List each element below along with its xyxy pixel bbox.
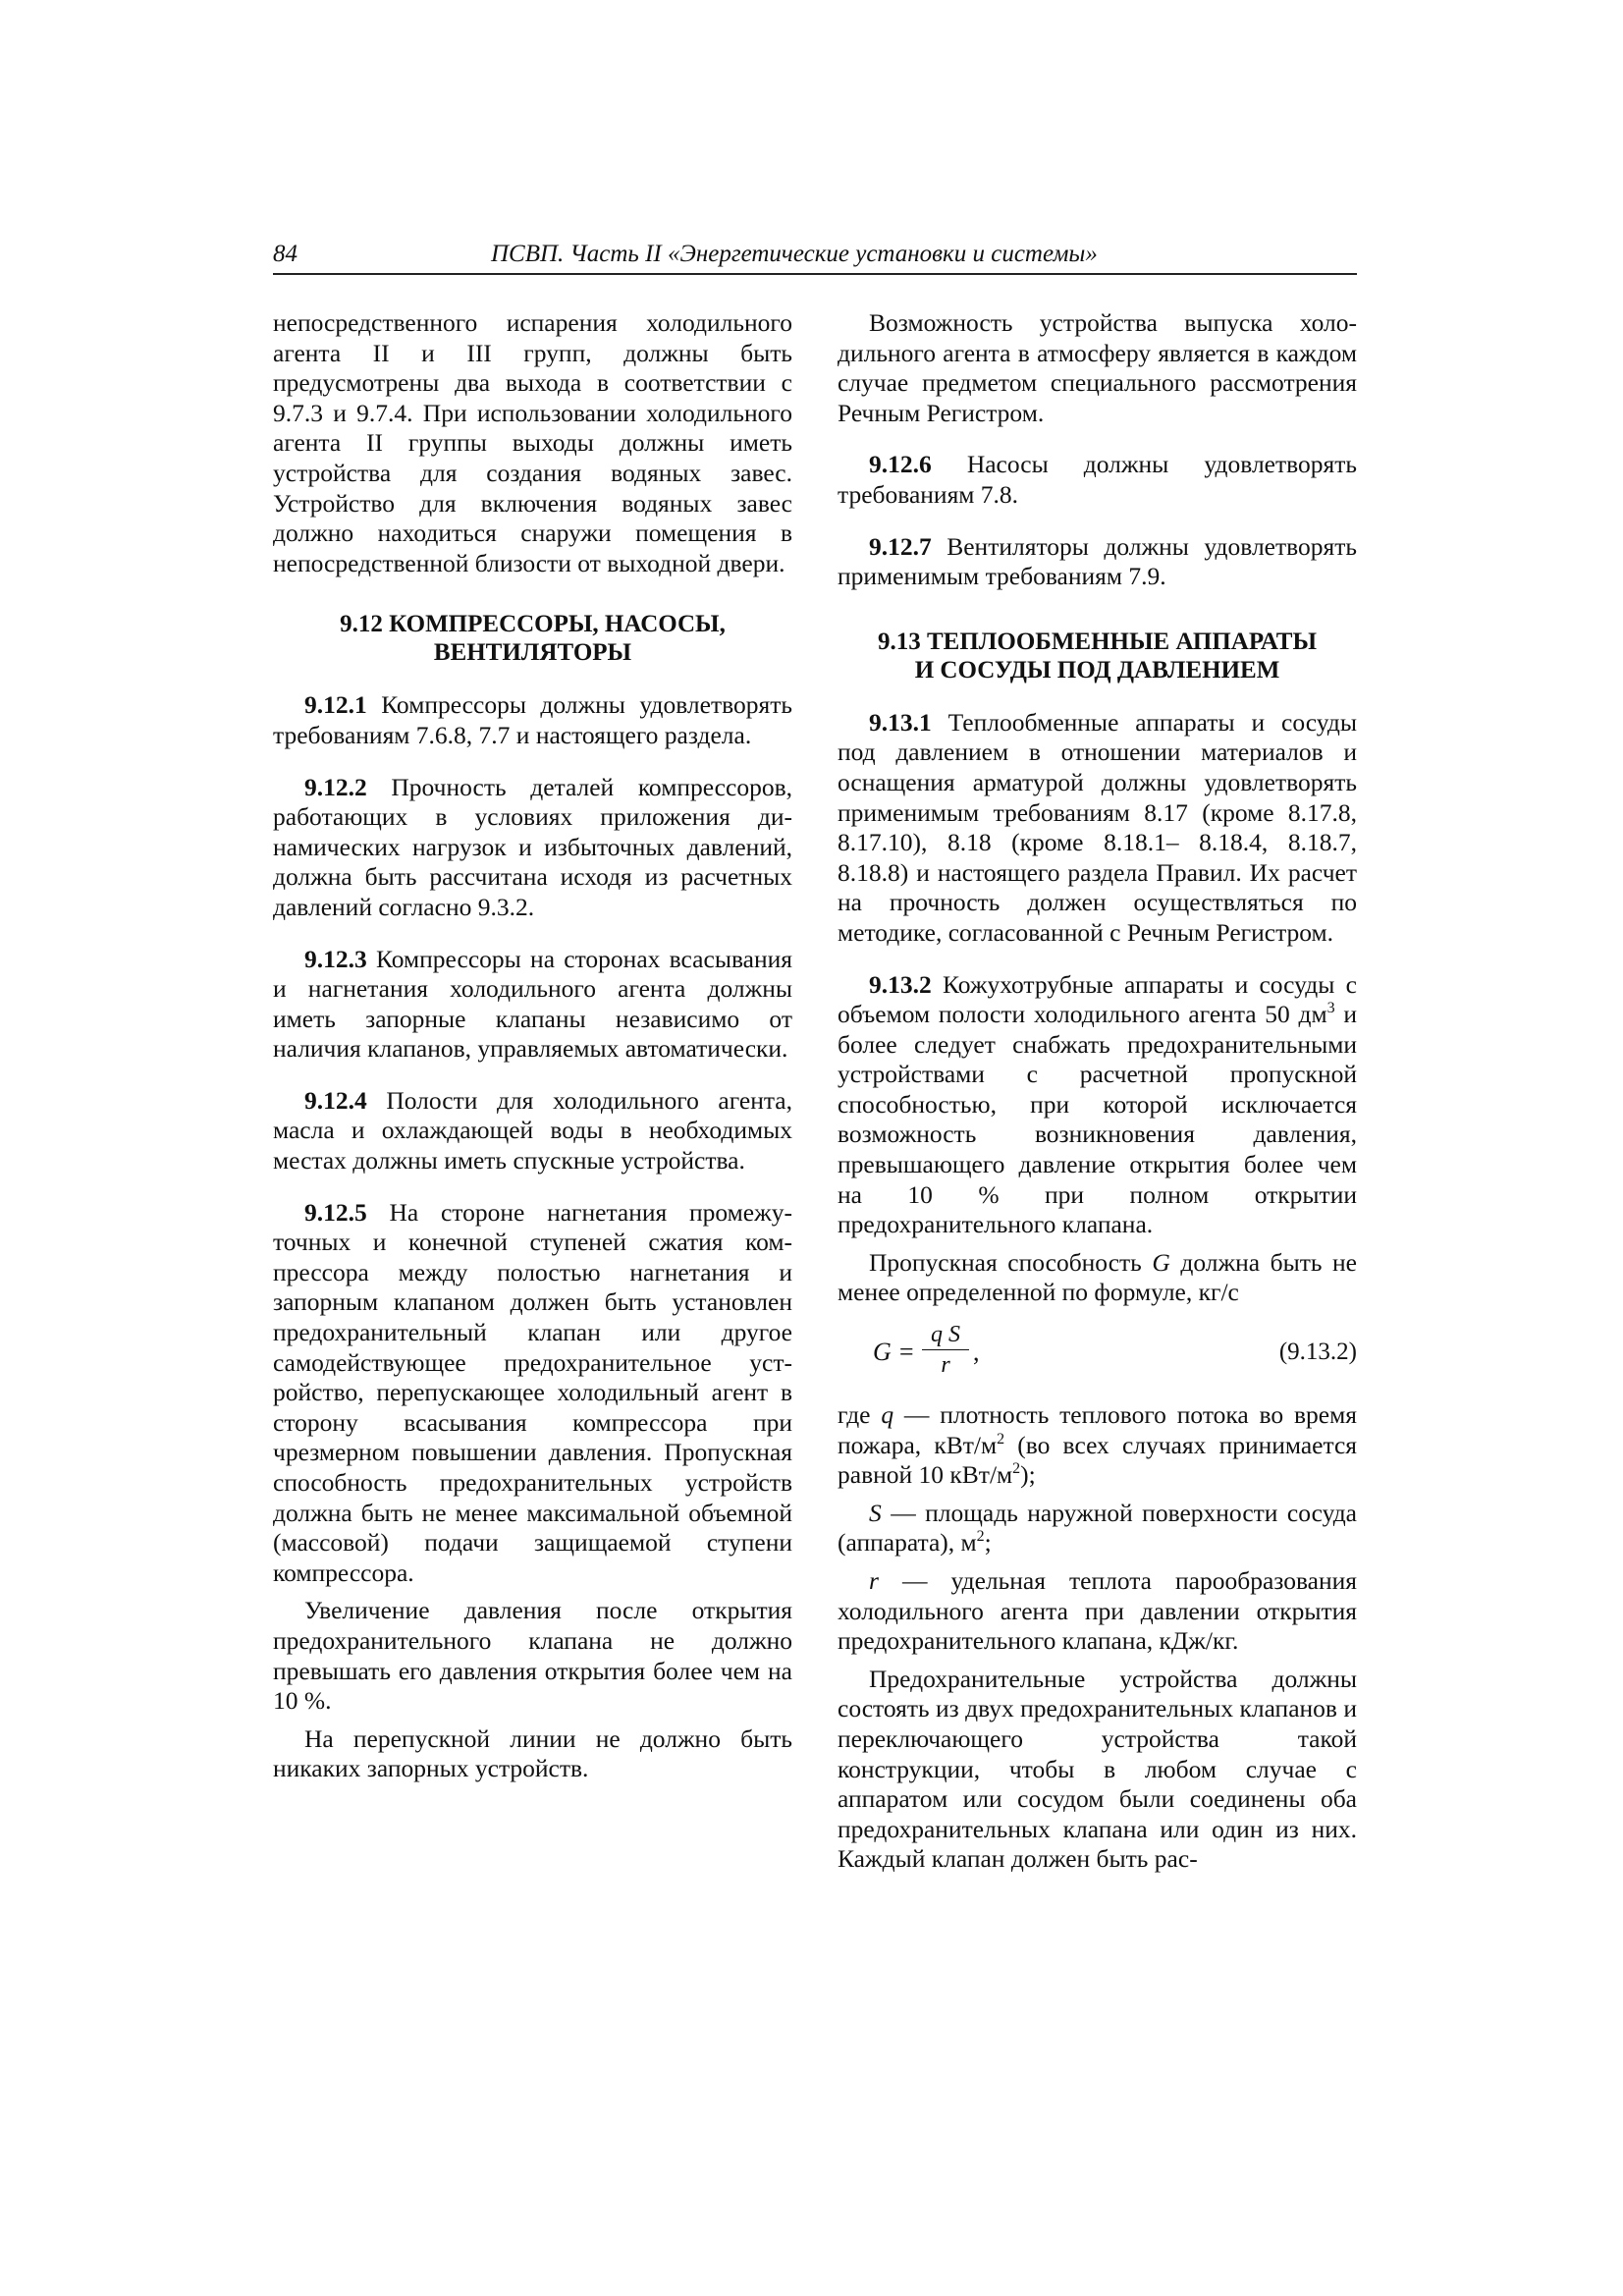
- clause-text: Насосы должны удовлетворять требованиям 7.8.: [838, 450, 1357, 509]
- clause-number: 9.12.2: [304, 772, 367, 801]
- section-heading-9-12: [273, 610, 792, 667]
- superscript: 3: [1326, 1000, 1335, 1017]
- definition-q: [838, 1400, 1357, 1491]
- formula-fraction: [922, 1320, 969, 1380]
- text-run: — площадь наружной поверхности сосуда (аппарата), м: [838, 1498, 1357, 1558]
- page-header: [273, 240, 1357, 275]
- paragraph-release: Возможность устройства выпуска холодильного агента в атмосферу является в каждом случае предметом специального рассмотрения Речным Регистром.: [838, 308, 1357, 427]
- formula-numerator: q S: [922, 1320, 969, 1350]
- formula-label: (9.13.2): [1278, 1339, 1357, 1366]
- formula-lhs: G =: [873, 1338, 915, 1367]
- page-number: 84: [273, 241, 298, 267]
- superscript: 2: [1012, 1460, 1021, 1478]
- variable-r: r: [869, 1566, 879, 1595]
- clause-text: Прочность деталей компрессоров, работающих в условиях приложения динамических нагрузок и избыточных давлений, должна быть рассчитана исходя из расчетных давлений согласно 9.3.2.: [273, 772, 792, 921]
- definition-s: [838, 1499, 1357, 1558]
- clause-number: 9.12.5: [304, 1197, 367, 1227]
- paragraph-safety-devices: Предохранительные устройства должны состоять из двух предохранительных клапанов и переключающего устройства такой конструкции, чтобы в любом случае с аппаратом или сосудом были соединены оба предохранительных клапана или один из них. Каждый клапан должен быть рас-: [838, 1664, 1357, 1874]
- clause-number: 9.12.6: [869, 450, 932, 479]
- clause-text: Компрессоры должны удовлетворять требованиям 7.6.8, 7.7 и настоящего раздела.: [273, 690, 792, 749]
- clause-number: 9.13.2: [869, 969, 932, 999]
- clause-number: 9.13.1: [869, 707, 932, 737]
- paragraph-capacity: [838, 1248, 1357, 1308]
- paragraph-pressure-increase: Увеличение давления после открытия предохранительного клапана не должно превышать его давления открытия более чем на 10 %.: [273, 1596, 792, 1716]
- clause-number: 9.12.7: [869, 531, 932, 561]
- paragraph-bypass-line: На перепускной линии не должно быть никаких запорных устройств.: [273, 1723, 792, 1783]
- clause-text: Полости для холодильного агента, масла и охлаждающей воды в необходимых местах должны иметь спускные устройства.: [273, 1085, 792, 1175]
- text-run: (во всех случаях принимается равной 10 кВт/м: [838, 1430, 1358, 1490]
- heading-line: 9.13 ТЕПЛООБМЕННЫЕ АППАРАТЫ: [877, 628, 1317, 655]
- right-column: [838, 308, 1357, 1883]
- text-run: Пропускная способность: [869, 1247, 1153, 1277]
- clause-text: и более следует снабжать предохранительными устройствами с расчетной пропускной способностью, при которой исключается возможность возникновения давления, превышающего давление открытия более чем на 10 % при полном открытии предохранительного клапана.: [838, 1000, 1357, 1239]
- heading-line: ВЕНТИЛЯТОРЫ: [433, 639, 632, 667]
- text-run: где: [838, 1400, 882, 1430]
- variable-q: q: [881, 1400, 894, 1430]
- clause-text: Компрессоры на сторонах всасывания и нагнетания холодильного агента должны иметь запорные клапаны независимо от наличия клапанов, управляемых автоматически.: [273, 944, 792, 1064]
- running-title: ПСВП. Часть II «Энергетические установки и системы»: [491, 241, 1098, 267]
- clause-9-13-1: [838, 708, 1357, 949]
- clause-number: 9.12.4: [304, 1085, 367, 1115]
- clause-9-12-6: [838, 450, 1357, 510]
- clause-text: Теплообменные аппараты и сосуды под давлением в отношении материалов и оснащения арматурой должны удовлетворять применимым требованиям 8.17 (кроме 8.17.8, 8.17.10), 8.18 (кроме 8.18.1– 8.18.4, 8.18.7, 8.18.8) и настоящего раздела Правил. Их расчет на прочность должен осуществляться по методике, согласованной с Речным Регистром.: [838, 707, 1357, 947]
- clause-9-13-2: [838, 970, 1357, 1240]
- text-run: ;: [984, 1528, 992, 1558]
- heading-line: И СОСУДЫ ПОД ДАВЛЕНИЕМ: [914, 656, 1280, 683]
- section-heading-9-13: [838, 628, 1357, 684]
- text-run: );: [1020, 1460, 1036, 1490]
- clause-text: Кожухотрубные аппараты и сосуды с объемом полости холодильного агента 50 дм: [838, 969, 1357, 1029]
- clause-9-12-3: [273, 945, 792, 1065]
- formula-block: [838, 1316, 1357, 1389]
- clause-number: 9.12.1: [304, 690, 367, 720]
- superscript: 2: [997, 1430, 1005, 1448]
- definition-r: [838, 1566, 1357, 1657]
- variable-g: G: [1152, 1247, 1170, 1277]
- clause-9-12-5: [273, 1198, 792, 1589]
- text-run: — удельная теплота парообразования холодильного агента при давлении открытия предохранительного клапана, кДж/кг.: [838, 1566, 1357, 1656]
- clause-number: 9.12.3: [304, 944, 367, 973]
- heading-line: 9.12 КОМПРЕССОРЫ, НАСОСЫ,: [340, 611, 726, 638]
- text-run: — плотность теплового потока во время пожара, кВт/м: [838, 1400, 1357, 1459]
- paragraph-intro: непосредственного испарения холодильного агента II и III групп, должны быть предусмотрены два выхода в соответствии с 9.7.3 и 9.7.4. При использовании холодильного агента II группы выходы должны иметь устройства для создания водяных завес. Устройство для включения водяных завес должно находиться снаружи помещения в непосредственной близости от выходной двери.: [273, 308, 792, 577]
- left-column: [273, 308, 792, 1792]
- formula-comma: ,: [973, 1338, 980, 1367]
- text-run: должна быть не менее определенной по формуле, кг/с: [838, 1247, 1358, 1307]
- variable-s: S: [869, 1498, 882, 1527]
- clause-9-12-7: [838, 532, 1357, 592]
- formula-denominator: r: [941, 1352, 950, 1379]
- clause-9-12-1: [273, 690, 792, 750]
- clause-text: Вентиляторы должны удовлетворять применимым требованиям 7.9.: [838, 531, 1357, 591]
- clause-9-12-2: [273, 773, 792, 923]
- clause-9-12-4: [273, 1086, 792, 1176]
- clause-text: На стороне нагнетания промежуточных и конечной ступеней сжатия компрессора между полостью нагнетания и запорным клапаном должен быть установлен предохранительный клапан или другое самодействующее предохранительное устройство, перепускающее холодильный агент в сторону всасывания компрессора при чрезмерном повышении давления. Пропускная способность предохранительных устройств должна быть не менее максимальной объемной (массовой) подачи защищаемой ступени компрессора.: [273, 1197, 792, 1587]
- superscript: 2: [976, 1528, 985, 1546]
